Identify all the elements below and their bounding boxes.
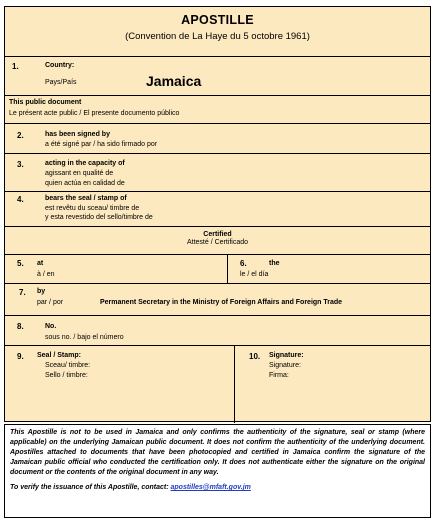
signed-by-label: has been signed by: [45, 131, 110, 138]
capacity-section: [5, 154, 430, 192]
capacity-label: acting in the capacity of: [45, 160, 125, 167]
at-sublabel: à / en: [37, 271, 55, 278]
seal-bears-sublabel-es: y esta revestido del sello/timbre de: [45, 214, 153, 221]
title-section: [5, 7, 430, 57]
at-the-section: [5, 255, 430, 284]
the-number: 6.: [240, 259, 247, 268]
seal-signature-divider: [234, 346, 235, 423]
seal-bears-number: 4.: [17, 195, 24, 204]
contact-email-link[interactable]: apostilles@mfaft.gov.jm: [170, 484, 251, 491]
by-sublabel: par / por: [37, 299, 64, 306]
signature-number: 10.: [249, 352, 261, 361]
at-number: 5.: [17, 259, 24, 268]
country-section: [5, 57, 430, 96]
seal-bears-sublabel-fr: est revêtu du sceau/ timbre de: [45, 205, 140, 212]
public-document-label: This public document: [9, 99, 82, 106]
capacity-number: 3.: [17, 160, 24, 169]
apostille-form: [4, 6, 431, 422]
disclaimer-text: This Apostille is not to be used in Jamaica and only confirms the authenticity of the signature, seal or stamp (where applicable) on the underlying Jamaican public document. It does not confirm the authenticity of the underlying document. Apostilles attached to documents that have been photocopied and certified in Jamaica confirm the signature of the Jamaican public official who conducted the certification only. It does not authenticate either the signature on the original document or the contents of the original document in any way.: [10, 429, 425, 476]
seal-stamp-number: 9.: [17, 352, 24, 361]
by-section: [5, 284, 430, 316]
at-the-divider: [227, 255, 228, 284]
seal-stamp-label: Seal / Stamp:: [37, 352, 81, 359]
by-value: Permanent Secretary in the Ministry of Foreign Affairs and Foreign Trade: [100, 299, 343, 306]
verification-contact: [10, 483, 425, 493]
seal-bears-label: bears the seal / stamp of: [45, 195, 127, 202]
signature-label: Signature:: [269, 352, 304, 359]
seal-stamp-sublabel-es: Sello / timbre:: [45, 372, 88, 379]
country-number: 1.: [12, 62, 19, 71]
the-sublabel: le / el día: [240, 271, 269, 278]
certified-label: Certified: [203, 231, 232, 238]
number-section: [5, 316, 430, 346]
signature-sublabel-es: Firma:: [269, 372, 289, 379]
seal-bears-section: [5, 192, 430, 227]
public-document-section: [5, 96, 430, 124]
public-document-sublabel: Le présent acte public / El presente documento público: [9, 110, 180, 117]
country-sublabel: Pays/País: [45, 79, 77, 86]
at-label: at: [37, 260, 44, 267]
no-number: 8.: [17, 322, 24, 331]
signed-by-section: [5, 124, 430, 154]
document-subtitle: (Convention de La Haye du 5 octobre 1961): [125, 31, 310, 42]
disclaimer-notice: [4, 424, 431, 518]
no-label: No.: [45, 323, 57, 330]
signed-by-sublabel: a été signé par / ha sido firmado por: [45, 141, 158, 148]
capacity-sublabel-es: quien actúa en calidad de: [45, 180, 125, 187]
seal-stamp-sublabel-fr: Sceau/ timbre:: [45, 362, 91, 369]
verification-contact-label: To verify the issuance of this Apostille, contact:: [10, 484, 171, 491]
no-sublabel: sous no. / bajo el número: [45, 334, 124, 341]
by-number: 7.: [19, 288, 26, 297]
signature-sublabel-fr: Signature:: [269, 362, 301, 369]
signed-by-number: 2.: [17, 131, 24, 140]
by-label: by: [37, 288, 46, 295]
country-value: Jamaica: [146, 73, 202, 89]
country-label: Country:: [45, 62, 75, 69]
document-title: APOSTILLE: [181, 13, 254, 27]
capacity-sublabel-fr: agissant en qualité de: [45, 170, 114, 177]
seal-signature-section: [5, 346, 430, 423]
certified-section: [5, 227, 430, 255]
certified-sublabel: Attesté / Certificado: [186, 239, 249, 246]
the-label: the: [269, 260, 280, 267]
